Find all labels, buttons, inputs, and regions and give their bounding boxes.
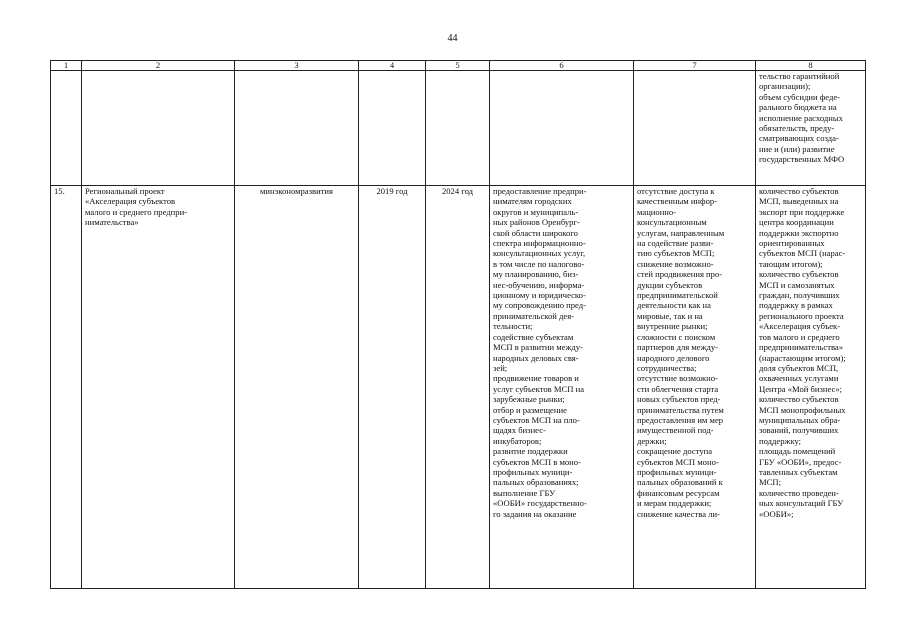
text-line: «ООБИ»;: [759, 508, 794, 519]
indicators-continuation-cell: [756, 71, 866, 186]
text-line: предпринимательства»: [759, 342, 844, 353]
text-line: ных консультаций ГБУ: [759, 498, 844, 509]
text-line: объем субсидии феде-: [759, 91, 841, 102]
text-line: «ООБИ» государственно-: [493, 498, 587, 509]
text-line: развитие поддержки: [493, 446, 568, 457]
text-line: тию субъектов МСП;: [637, 248, 715, 259]
text-line: мировые, так и на: [637, 310, 703, 321]
text-line: профильных муници-: [493, 466, 573, 477]
text-line: услуг субъектов МСП на: [493, 383, 585, 394]
start-year-cell: 2019 год: [359, 186, 426, 589]
column-header: 5: [426, 61, 490, 71]
text-line: пальных образований к: [637, 477, 723, 488]
text-line: пальных образованиях;: [493, 477, 579, 488]
table-cell: [490, 71, 634, 186]
column-header: 2: [82, 61, 235, 71]
text-line: снижение возможно-: [637, 258, 714, 269]
column-number-row: [51, 61, 866, 71]
measures-table: [50, 60, 866, 589]
text-line: сложности с поиском: [637, 331, 716, 342]
text-line: поддержку;: [759, 435, 802, 446]
column-header: 1: [51, 61, 82, 71]
text-line: тов малого и среднего: [759, 331, 840, 342]
end-year-cell: 2024 год: [426, 186, 490, 589]
text-line: поддержку в рамках: [759, 300, 833, 311]
text-line: тающим итогом);: [759, 258, 823, 269]
text-line: отсутствие доступа к: [637, 186, 715, 196]
text-line: нимательства»: [85, 217, 139, 228]
text-line: предоставления им мер: [637, 414, 724, 425]
text-line: качественным инфор-: [637, 196, 718, 207]
text-line: МСП;: [759, 477, 781, 488]
table-cell: [82, 71, 235, 186]
text-line: нимателям городских: [493, 196, 572, 207]
text-line: субъектов МСП моно-: [637, 456, 719, 467]
text-line: Региональный проект: [85, 186, 165, 196]
text-line: му сопровождению пред-: [493, 300, 586, 311]
text-line: площадь помещений: [759, 446, 836, 457]
table-row: [51, 186, 866, 589]
text-line: отсутствие возможно-: [637, 373, 718, 384]
text-line: сокращение доступа: [637, 446, 713, 457]
text-line: субъектов МСП в моно-: [493, 456, 581, 467]
text-line: «Акселерация субъек-: [759, 321, 841, 332]
text-line: зей;: [493, 362, 508, 373]
text-line: инкубаторов;: [493, 435, 542, 446]
text-line: деятельности как на: [637, 300, 711, 311]
text-line: доля субъектов МСП,: [759, 362, 839, 373]
problems-cell: [634, 186, 756, 589]
text-line: зарубежные рынки;: [493, 394, 565, 405]
text-line: принимательства путем: [637, 404, 724, 415]
text-line: продвижение товаров и: [493, 373, 579, 384]
text-line: МСП монопрофильных: [759, 404, 846, 415]
text-line: муниципальных обра-: [759, 414, 841, 425]
text-line: го задания на оказание: [493, 508, 577, 519]
text-line: предпринимательской: [637, 290, 718, 301]
text-line: ориентированных: [759, 238, 825, 249]
measures-cell: [490, 186, 634, 589]
text-line: новых субъектов пред-: [637, 394, 721, 405]
text-line: исполнение расходных: [759, 112, 843, 123]
text-line: щадях бизнес-: [493, 425, 546, 436]
executor-cell: минэкономразвития: [235, 186, 359, 589]
text-line: количество субъектов: [759, 269, 839, 280]
continuation-row: [51, 71, 866, 186]
text-line: внутренние рынки;: [637, 321, 708, 332]
text-line: в том числе по налогово-: [493, 258, 585, 269]
text-line: МСП и самозанятых: [759, 279, 835, 290]
text-line: МСП в развитии между-: [493, 342, 583, 353]
text-line: и мерам поддержки;: [637, 498, 712, 509]
text-line: отбор и размещение: [493, 404, 567, 415]
column-header: 3: [235, 61, 359, 71]
project-name-cell: [82, 186, 235, 589]
text-line: нес-обучению, информа-: [493, 279, 585, 290]
text-line: рального бюджета на: [759, 102, 837, 113]
text-line: субъектов МСП на пло-: [493, 414, 580, 425]
text-line: ние и (или) развитие: [759, 143, 835, 154]
text-line: стей продвижения про-: [637, 269, 723, 280]
text-line: количество проведен-: [759, 487, 839, 498]
text-line: му планированию, биз-: [493, 269, 579, 280]
table-cell: [634, 71, 756, 186]
text-line: спектра информационно-: [493, 238, 586, 249]
text-line: принимательской дея-: [493, 310, 575, 321]
column-header: 8: [756, 61, 866, 71]
text-line: имущественной под-: [637, 425, 714, 436]
text-line: малого и среднего предпри-: [85, 206, 188, 217]
text-line: мационно-: [637, 206, 677, 217]
text-line: народного делового: [637, 352, 710, 363]
text-line: количество субъектов: [759, 186, 839, 196]
text-line: выполнение ГБУ: [493, 487, 556, 498]
row-number: 15.: [51, 186, 82, 589]
text-line: организации);: [759, 81, 811, 92]
column-header: 4: [359, 61, 426, 71]
text-line: граждан, получивших: [759, 290, 840, 301]
text-line: народных деловых свя-: [493, 352, 579, 363]
text-line: поддержки экспортно: [759, 227, 839, 238]
text-line: консультационных услуг,: [493, 248, 586, 259]
text-line: ской области широкого: [493, 227, 578, 238]
text-line: сотрудничества;: [637, 362, 697, 373]
text-line: консультационным: [637, 217, 707, 228]
column-header: 7: [634, 61, 756, 71]
text-line: тавленных субъектам: [759, 466, 838, 477]
text-line: содействие субъектам: [493, 331, 574, 342]
table-cell: [359, 71, 426, 186]
text-line: Центра «Мой бизнес»;: [759, 383, 843, 394]
text-line: финансовым ресурсам: [637, 487, 720, 498]
table-cell: [235, 71, 359, 186]
text-line: регионального проекта: [759, 310, 844, 321]
text-line: услугам, направленным: [637, 227, 725, 238]
text-line: охваченных услугами: [759, 373, 839, 384]
text-line: сти облегчения старта: [637, 383, 719, 394]
text-line: экспорт при поддержке: [759, 206, 845, 217]
text-line: партнеров для между-: [637, 342, 719, 353]
text-line: ционному и юридическо-: [493, 290, 586, 301]
text-line: МСП, выведенных на: [759, 196, 839, 207]
indicators-cell: [756, 186, 866, 589]
text-line: снижение качества ли-: [637, 508, 720, 519]
text-line: зований, получивших: [759, 425, 839, 436]
text-line: дукции субъектов: [637, 279, 703, 290]
text-line: тельности;: [493, 321, 533, 332]
text-line: предоставление предпри-: [493, 186, 587, 196]
text-line: округов и муниципаль-: [493, 206, 579, 217]
text-line: обязательств, преду-: [759, 123, 835, 134]
text-line: ГБУ «ООБИ», предос-: [759, 456, 842, 467]
text-line: субъектов МСП (нарас-: [759, 248, 846, 259]
text-line: (нарастающим итогом);: [759, 352, 846, 363]
text-line: профильных муници-: [637, 466, 717, 477]
text-line: тельство гарантийной: [759, 71, 840, 81]
text-line: сматривающих созда-: [759, 133, 839, 144]
text-line: центра координации: [759, 217, 834, 228]
table-cell: [51, 71, 82, 186]
text-line: государственных МФО: [759, 154, 845, 165]
text-line: на содействие разви-: [637, 238, 714, 249]
text-line: держки;: [637, 435, 667, 446]
table-cell: [426, 71, 490, 186]
column-header: 6: [490, 61, 634, 71]
text-line: количество субъектов: [759, 394, 839, 405]
text-line: «Акселерация субъектов: [85, 196, 176, 207]
text-line: ных районов Оренбург-: [493, 217, 580, 228]
page-number: 44: [447, 33, 458, 44]
